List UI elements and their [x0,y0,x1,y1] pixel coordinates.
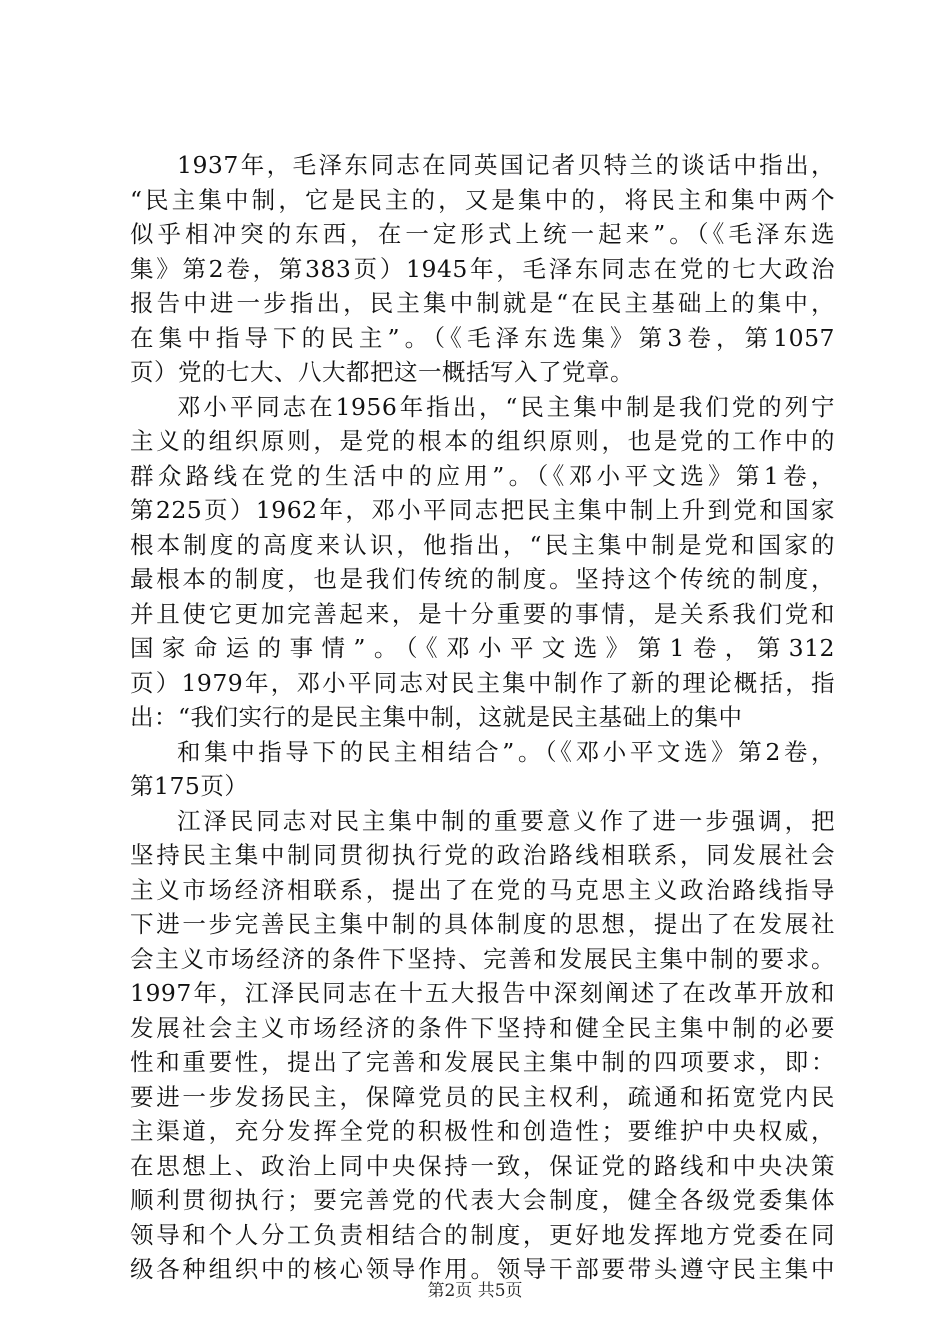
text-line: 页）1979年，邓小平同志对民主集中制作了新的理论概括，指 [130,668,835,697]
text-line: 最根本的制度，也是我们传统的制度。坚持这个传统的制度， [130,565,835,593]
text-line: 发展社会主义市场经济的条件下坚持和健全民主集中制的必要 [130,1013,835,1042]
text-line: 1937年，毛泽东同志在同英国记者贝特兰的谈话中指出， [177,151,835,179]
text-line: 坚持民主集中制同贯彻执行党的政治路线相联系，同发展社会 [130,841,835,869]
page-number: 第2页 共5页 [427,1281,523,1301]
text-line: 主义的组织原则，是党的根本的组织原则，也是党的工作中的 [130,427,835,455]
text-line: 和集中指导下的民主相结合”。（《邓小平文选》第2卷， [177,737,835,766]
text-line: 国家命运的事情”。（《邓小平文选》第1卷，第312 [130,634,835,662]
text-line: 级各种组织中的核心领导作用。领导干部要带头遵守民主集中 [130,1255,835,1283]
text-line: 第225页）1962年，邓小平同志把民主集中制上升到党和国家 [130,496,835,524]
text-line: 在集中指导下的民主”。（《毛泽东选集》第3卷，第1057 [130,323,835,352]
text-line: 页）党的七大、八大都把这一概括写入了党章。 [130,358,634,386]
text-line: 主渠道，充分发挥全党的积极性和创造性；要维护中央权威， [130,1117,835,1145]
text-line: 邓小平同志在1956年指出，“民主集中制是我们党的列宁 [177,392,835,421]
text-line: 报告中进一步指出，民主集中制就是“在民主基础上的集中， [130,289,835,317]
text-line: 似乎相冲突的东西，在一定形式上统一起来”。（《毛泽东选 [130,220,835,248]
text-line: “民主集中制，它是民主的，又是集中的，将民主和集中两个 [130,185,835,214]
text-line: 并且使它更加完善起来，是十分重要的事情，是关系我们党和 [130,599,835,628]
text-line: 顺利贯彻执行；要完善党的代表大会制度，健全各级党委集体 [130,1186,835,1214]
text-line: 出：“我们实行的是民主集中制，这就是民主基础上的集中 [130,703,743,731]
text-line: 群众路线在党的生活中的应用”。（《邓小平文选》第1卷， [130,461,835,490]
document-body [130,148,835,1287]
text-line: 江泽民同志对民主集中制的重要意义作了进一步强调，把 [177,806,835,835]
text-line: 性和重要性，提出了完善和发展民主集中制的四项要求，即： [130,1048,835,1076]
text-line: 根本制度的高度来认识，他指出，“民主集中制是党和国家的 [130,530,835,559]
text-line: 第175页） [130,772,249,800]
page-footer [0,1280,950,1302]
text-line: 集》第2卷，第383页）1945年，毛泽东同志在党的七大政治 [130,254,835,283]
text-line: 领导和个人分工负责相结合的制度，更好地发挥地方党委在同 [130,1220,835,1249]
text-line: 会主义市场经济的条件下坚持、完善和发展民主集中制的要求。 [130,944,835,973]
text-line: 在思想上、政治上同中央保持一致，保证党的路线和中央决策 [130,1151,835,1180]
text-line: 下进一步完善民主集中制的具体制度的思想，提出了在发展社 [130,910,835,938]
text-line: 1997年，江泽民同志在十五大报告中深刻阐述了在改革开放和 [130,979,835,1007]
text-line: 主义市场经济相联系，提出了在党的马克思主义政治路线指导 [130,875,835,904]
text-line: 要进一步发扬民主，保障党员的民主权利，疏通和拓宽党内民 [130,1082,835,1111]
